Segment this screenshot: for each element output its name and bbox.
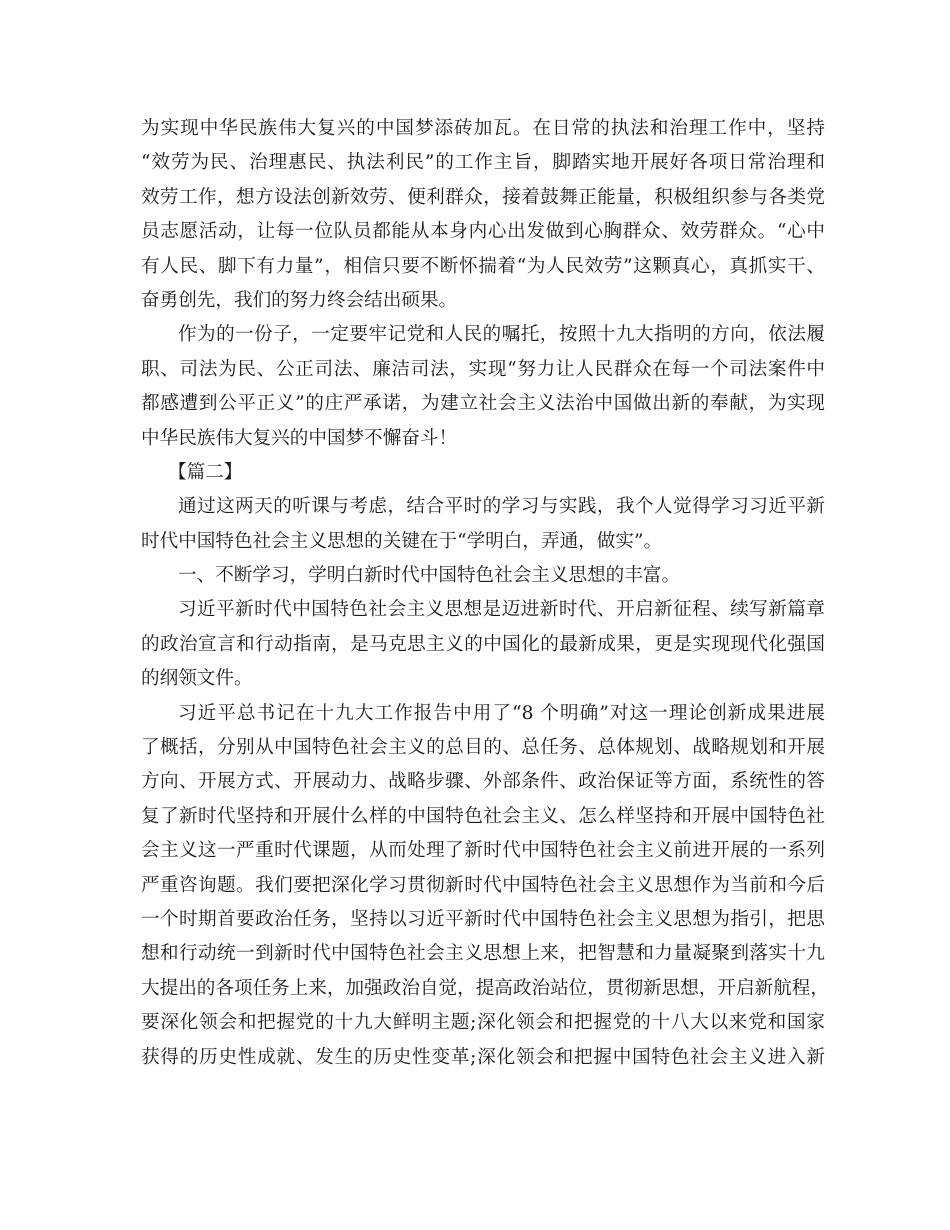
text-line: 通过这两天的听课与考虑，结合平时的学习与实践，我个人觉得学习习近平新 (178, 496, 825, 518)
text-line: 会主义这一严重时代课题，从而处理了新时代中国特色社会主义前进开展的一系列 (141, 840, 825, 862)
text-line: 时代中国特色社会主义思想的关键在于“学明白，弄通，做实”。 (141, 530, 663, 552)
text-line: 有人民、脚下有力量”，相信只要不断怀揣着“为人民效劳”这颗真心，真抓实干、 (141, 255, 825, 277)
text-line: 习近平总书记在十九大工作报告中用了“8 个明确”对这一理论创新成果进展 (178, 702, 825, 724)
text-line: 作为的一份子，一定要牢记党和人民的嘱托，按照十九大指明的方向，依法履 (178, 324, 825, 346)
text-line: 一个时期首要政治任务，坚持以习近平新时代中国特色社会主义思想为指引，把思 (141, 908, 825, 930)
text-line: 获得的历史性成就、发生的历史性变革;深化领会和把握中国特色社会主义进入新 (141, 1046, 825, 1068)
text-line: 想和行动统一到新时代中国特色社会主义思想上来，把智慧和力量凝聚到落实十九 (141, 943, 825, 965)
text-line: 职、司法为民、公正司法、廉洁司法，实现“努力让人民群众在每一个司法案件中 (141, 358, 825, 380)
text-line: “效劳为民、治理惠民、执法利民”的工作主旨，脚踏实地开展好各项日常治理和 (141, 152, 825, 174)
text-line: 习近平新时代中国特色社会主义思想是迈进新时代、开启新征程、续写新篇章 (178, 599, 825, 621)
text-line: 效劳工作，想方设法创新效劳、便利群众，接着鼓舞正能量，积极组织参与各类党 (141, 186, 825, 208)
text-line: 的纲领文件。 (141, 668, 253, 690)
text-line: 的政治宣言和行动指南，是马克思主义的中国化的最新成果，更是实现现代化强国 (141, 633, 825, 655)
text-line: 方向、开展方式、开展动力、战略步骤、外部条件、政治保证等方面，系统性的答 (141, 771, 825, 793)
text-line: 中华民族伟大复兴的中国梦不懈奋斗！ (141, 427, 458, 449)
text-line: 复了新时代坚持和开展什么样的中国特色社会主义、怎么样坚持和开展中国特色社 (141, 805, 825, 827)
document-body (141, 112, 829, 1075)
text-line: 要深化领会和把握党的十九大鲜明主题;深化领会和把握党的十八大以来党和国家 (141, 1012, 825, 1034)
text-line: 奋勇创先，我们的努力终会结出硕果。 (141, 289, 458, 311)
text-line: 都感遭到公平正义”的庄严承诺，为建立社会主义法治中国做出新的奉献，为实现 (141, 393, 825, 415)
text-line: 为实现中华民族伟大复兴的中国梦添砖加瓦。在日常的执法和治理工作中，坚持 (141, 118, 825, 139)
section-heading: 【篇二】 (168, 461, 243, 483)
text-line: 了概括，分别从中国特色社会主义的总目的、总任务、总体规划、战略规划和开展 (141, 737, 825, 759)
text-line: 员志愿活动，让每一位队员都能从本身内心出发做到心胸群众、效劳群众。“心中 (141, 221, 825, 243)
text-line: 一、不断学习，学明白新时代中国特色社会主义思想的丰富。 (178, 565, 681, 587)
text-line: 严重咨询题。我们要把深化学习贯彻新时代中国特色社会主义思想作为当前和今后 (141, 874, 825, 896)
text-line: 大提出的各项任务上来，加强政治自觉，提高政治站位，贯彻新思想，开启新航程， (141, 977, 829, 999)
